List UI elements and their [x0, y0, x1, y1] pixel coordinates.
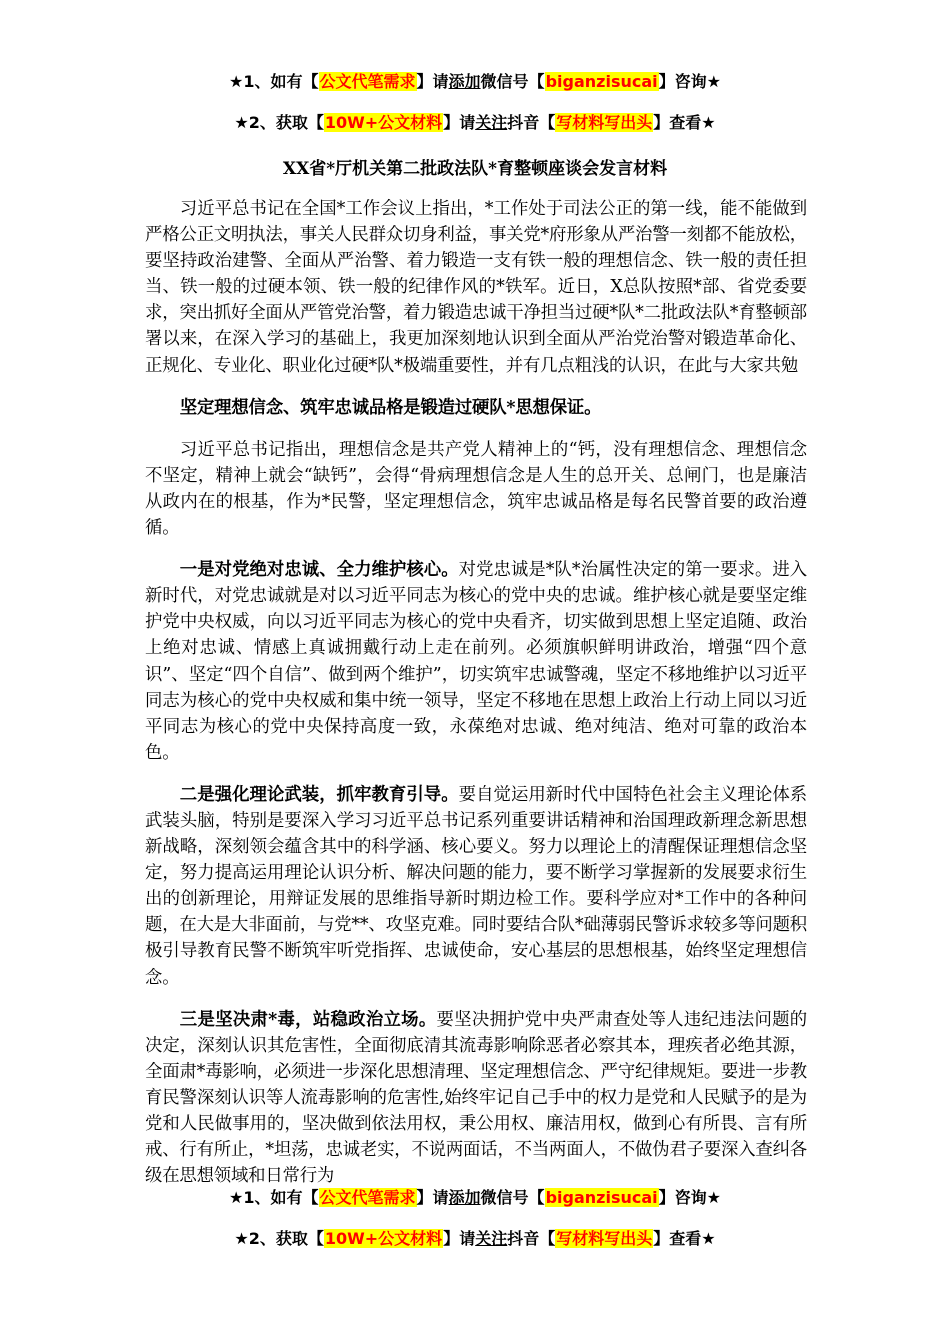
bottom-banner-line-2: ★2、获取【10W+公文材料】请关注抖音【写材料写出头】查看★ — [234, 1229, 716, 1248]
highlight-douyin: 写材料写出头 — [556, 113, 653, 132]
star-icon: ★ — [229, 1188, 244, 1207]
star-icon: ★ — [234, 1229, 249, 1248]
section-intro-paragraph: 习近平总书记指出，理想信念是共产党人精神上的“钙，没有理想信念、理想信念不坚定，精神上就会“缺钙”，会得“骨病理想信念是人生的总开关、总闸门，也是廉洁从政内在的根基，作为*民警，坚定理想信念，筑牢忠诚品格是每名民警首要的政治遵循。 — [145, 439, 807, 539]
highlight-materials: 10W+公文材料 — [324, 1229, 443, 1248]
point-2-text: 要自觉运用新时代中国特色社会主义理论体系武装头脑，特别是要深入学习习近平总书记系列重要讲话精神和治国理政新理念新思想新战略，深刻领会蕴含其中的科学涵、核心要义。努力以理论上的清醒保证理想信念坚定，努力提高运用理论认识分析、解决问题的能力，要不断学习掌握新的发展要求衍生出的创新理论，用辩证发展的思维指导新时期边检工作。要科学应对*工作中的各种问题，在大是大非面前，与党**、攻坚克难。同时要结合队*础薄弱民警诉求较多等问题积极引导教育民警不断筑牢听党指挥、忠诚使命，安心基层的思想根基，始终坚定理想信念。 — [145, 784, 807, 988]
highlight-douyin: 写材料写出头 — [556, 1229, 653, 1248]
point-2-title: 二是强化理论武装，抓牢教育引导。 — [179, 784, 459, 805]
point-1-paragraph — [145, 557, 807, 766]
point-1-title: 一是对党绝对忠诚、全力维护核心。 — [179, 560, 459, 581]
star-icon: ★ — [229, 72, 244, 91]
point-3-title: 三是坚决肃*毒，站稳政治立场。 — [179, 1009, 437, 1030]
document-body — [145, 196, 807, 1205]
intro-paragraph: 习近平总书记在全国*工作会议上指出，*工作处于司法公正的第一线，能不能做到严格公正文明执法，事关人民群众切身利益，事关党*府形象从严治警一刻都不能放松，要坚持政治建警、全面从严治警、着力锻造一支有铁一般的理想信念、铁一般的责任担当、铁一般的过硬本领、铁一般的纪律作风的*铁军。近日，X总队按照*部、省党委要求，突出抓好全面从严管党治警，着力锻造忠诚干净担当过硬*队*二批政法队*育整顿部署以来，在深入学习的基础上，我更加深刻地认识到全面从严治党治警对锻造革命化、正规化、专业化、职业化过硬*队*极端重要性，并有几点粗浅的认识，在此与大家共勉 — [145, 199, 807, 376]
point-1-text: 对党忠诚是*队*治属性决定的第一要求。进入新时代，对党忠诚就是对以习近平同志为核心的党中央的忠诚。维护核心就是要坚定维护党中央权威，向以习近平同志为核心的党中央看齐，切实做到思想上坚定追随、政治上绝对忠诚、情感上真诚拥戴行动上走在前列。必须旗帜鲜明讲政治，增强“四个意识”、坚定“四个自信”、做到两个维护”，切实筑牢忠诚警魂，坚定不移地维护以习近平同志为核心的党中央权威和集中统一领导，坚定不移地在思想上政治上行动上同以习近平同志为核心的党中央保持高度一致，永葆绝对忠诚、绝对纯洁、绝对可靠的政治本色。 — [145, 560, 807, 763]
top-banner-line-2: ★2、获取【10W+公文材料】请关注抖音【写材料写出头】查看★ — [234, 113, 716, 132]
bottom-banner-line-1: ★1、如有【公文代笔需求】请添加微信号【biganzisucai】咨询★ — [229, 1188, 721, 1207]
point-2-paragraph — [145, 782, 807, 991]
highlight-wechat-id: biganzisucai — [545, 72, 658, 91]
document-title: XX省*厅机关第二批政法队*育整顿座谈会发言材料 — [282, 159, 668, 179]
highlight-materials: 10W+公文材料 — [324, 113, 443, 132]
star-icon: ★ — [234, 113, 249, 132]
highlight-ghostwriting: 公文代笔需求 — [319, 1188, 416, 1207]
point-3-text: 要坚决拥护党中央严肃查处等人违纪违法问题的决定，深刻认识其危害性，全面彻底清其流毒影响除恶者必察其本，理疾者必绝其源，全面肃*毒影响，必须进一步深化思想清理、坚定理想信念、严守纪律规矩。要进一步教育民警深刻认识等人流毒影响的危害性,始终牢记自己手中的权力是党和人民赋予的是为党和人民做事用的，坚决做到依法用权，秉公用权、廉洁用权，做到心有所畏、言有所戒、行有所止，*坦荡，忠诚老实，不说两面话，不当两面人，不做伪君子要深入查纠各级在思想领域和日常行为 — [145, 1009, 807, 1187]
section-heading: 坚定理想信念、筑牢忠诚品格是锻造过硬队*思想保证。 — [179, 397, 602, 418]
point-3-paragraph — [145, 1007, 807, 1190]
highlight-wechat-id: biganzisucai — [545, 1188, 658, 1207]
top-banner-line-1: ★1、如有【公文代笔需求】请添加微信号【biganzisucai】咨询★ — [229, 72, 721, 91]
highlight-ghostwriting: 公文代笔需求 — [319, 72, 416, 91]
